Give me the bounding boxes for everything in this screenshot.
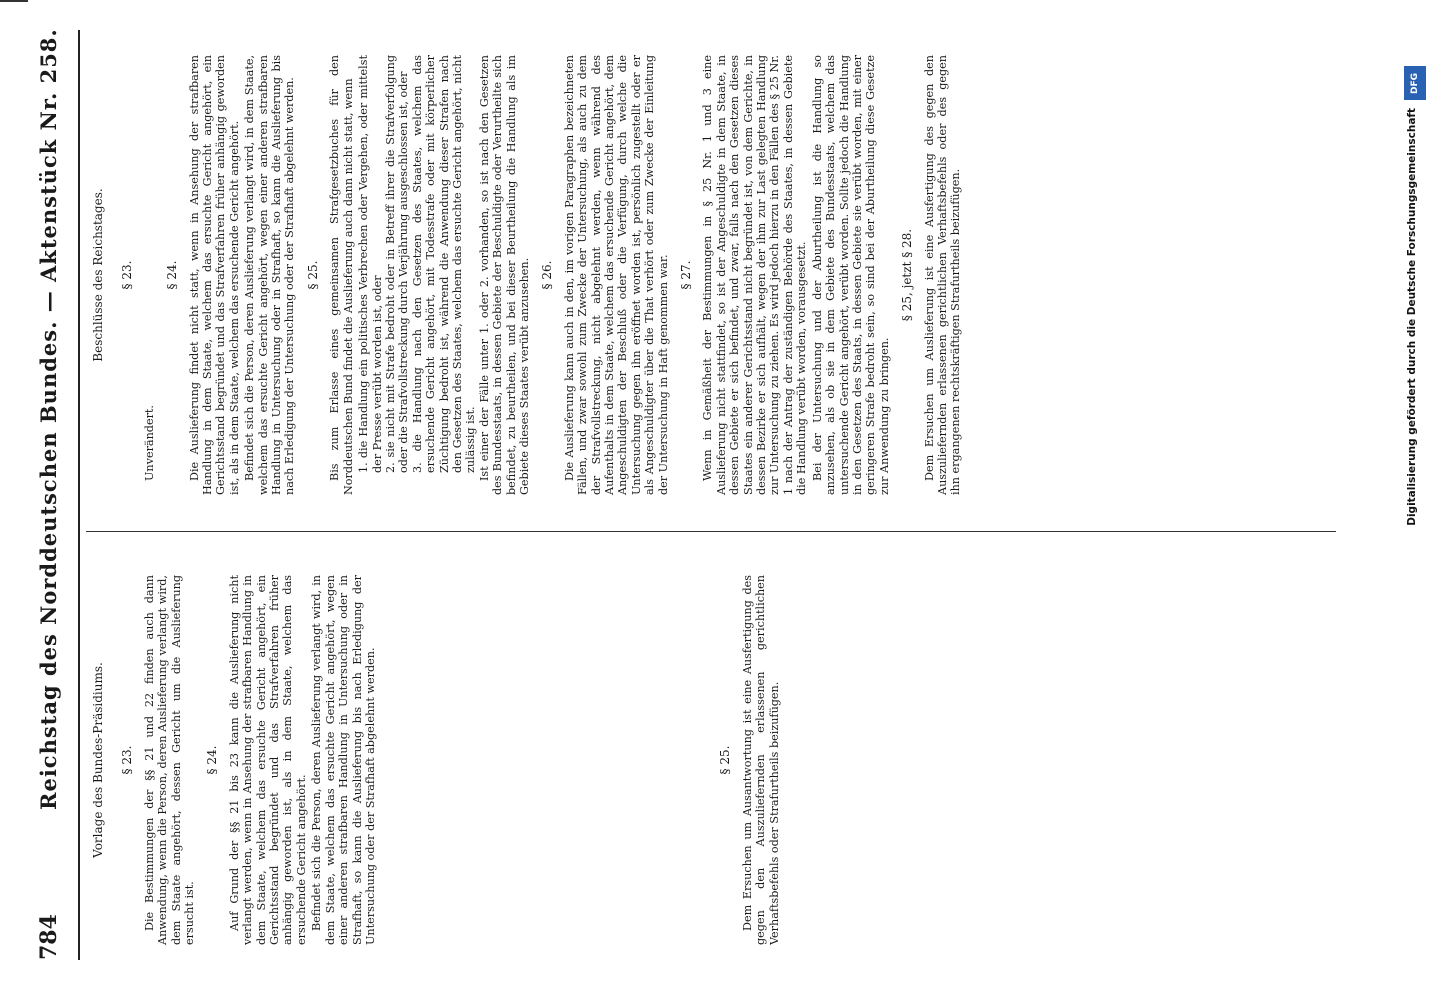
paragraph: Befindet sich die Person, deren Auslieferung verlangt wird, in dem Staate, welchem das ersuchte Gericht angehört, wegen einer anderen strafbaren Handlung in Untersuchung oder in Strafhaft, so kann die Auslieferung bis nach Erledigung der Untersuchung oder der Strafhaft abgelehnt werden. — [243, 55, 297, 495]
column-divider — [86, 531, 1336, 532]
enumeration — [357, 55, 478, 473]
left-column — [86, 575, 783, 945]
paragraph: Ist einer der Fälle unter 1. oder 2. vorhanden, so ist nach den Gesetzen des Bundesstaats, in dessen Gebiete der Beschuldigte oder Verurtheilte sich befindet, zu beurtheilen, und bei dieser Beurtheilung die Handlung als im Gebiete dieses Staates verübt anzusehen. — [477, 55, 531, 495]
paragraph: Dem Ersuchen um Ausantwortung ist eine Ausfertigung des gegen den Auszuliefernden erlassenen gerichtlichen Verhaftsbefehls oder Strafurtheils beizufügen. — [740, 575, 781, 945]
list-item: 1. die Handlung ein politisches Verbrechen oder Vergehen, oder mittelst der Presse verübt worden ist, oder — [357, 55, 384, 473]
list-item: 2. sie nicht mit Strafe bedroht oder in Betreff ihrer die Strafverfolgung oder die Strafvollstreckung durch Verjährung ausgeschlossen ist, oder — [383, 55, 411, 473]
section-title: § 25. — [718, 745, 733, 775]
section-title: § 24. — [205, 745, 220, 775]
left-column-heading: Vorlage des Bundes-Präsidiums. — [91, 662, 105, 858]
page-header — [28, 30, 76, 960]
section-title: § 25. — [305, 260, 320, 290]
section-title: § 25, jetzt § 28. — [900, 228, 915, 322]
running-title: Reichstag des Norddeutschen Bundes. — Aktenstück Nr. 258. — [36, 28, 61, 810]
right-column — [86, 55, 965, 495]
paragraph: Dem Ersuchen um Auslieferung ist eine Ausfertigung des gegen den Auszuliefernden erlassenen gerichtlichen Verhaftsbefehls oder des gegen ihn ergangenen rechtskräftigen Strafurtheils beizufügen. — [922, 55, 963, 495]
page-number: 784 — [36, 914, 62, 960]
paragraph: Unverändert. — [142, 405, 156, 481]
dfg-logo: DFG — [1404, 66, 1426, 100]
section-title: § 24. — [165, 260, 180, 290]
paragraph: Die Auslieferung kann auch in den, im vorigen Paragraphen bezeichneten Fällen, und zwar sowohl zum Zwecke der Untersuchung, als auch zu dem der Strafvollstreckung, nicht abgelehnt werden, wenn während des Aufenthalts in dem Staate, welchem das ersuchende Gericht angehört, dem Angeschuldigten der Beschluß oder die Verfügung, durch welche die Untersuchung gegen ihn eröffnet worden ist, persönlich zugestellt oder er als Angeschuldigter über die That verhört oder zum Zwecke der Einleitung der Untersuchung in Haft genommen war. — [562, 55, 670, 495]
paragraph: Die Bestimmungen der §§ 21 und 22 finden auch dann Anwendung, wenn die Person, deren Auslieferung verlangt wird, dem Staate angehört, dessen Gericht um die Auslieferung ersucht ist. — [142, 575, 197, 945]
paragraph: Bis zum Erlasse eines gemeinsamen Strafgesetzbuches für den Norddeutschen Bund findet die Auslieferung auch dann nicht statt, wenn — [328, 55, 355, 495]
section-title: § 26. — [540, 260, 555, 290]
header-rule — [78, 30, 80, 960]
section-title: § 23. — [120, 745, 135, 775]
paragraph: Bei der Untersuchung und der Aburtheilung ist die Handlung so anzusehen, als ob sie in dem Gebiete des Bundesstaats, welchem das untersuchende Gericht angehört, verübt worden. Sollte jedoch die Handlung in den Gesetzen des Staats, in dessen Gebiete sie verübt worden, mit einer geringeren Strafe bedroht sein, so sind bei der Aburtheilung diese Gesetze zur Anwendung zu bringen. — [810, 55, 891, 495]
funding-sidebar — [1400, 60, 1430, 960]
paragraph: Befindet sich die Person, deren Auslieferung verlangt wird, in dem Staate, welchem das ersuchte Gericht angehört, wegen einer anderen strafbaren Handlung in Untersuchung oder in Strafhaft, so kann die Auslieferung bis nach Erledigung der Untersuchung oder der Strafhaft abgelehnt werden. — [310, 575, 377, 945]
paragraph: Die Auslieferung findet nicht statt, wenn in Ansehung der strafbaren Handlung in dem Staate, welchem das ersuchte Gericht angehört, ein Gerichtsstand begründet und das Strafverfahren früher anhängig geworden ist, als in dem Staate, welchem das ersuchende Gericht angehört. — [187, 55, 241, 495]
section-title: § 27. — [679, 260, 694, 290]
list-item: 3. die Handlung nach den Gesetzen des Staates, welchem das ersuchende Gericht angehört, mit Todesstrafe oder mit körperlicher Züchtigung bedroht ist, während die Anwendung dieser Strafen nach den Gesetzen des Staates, welchem das ersuchte Gericht angehört, nicht zulässig ist. — [410, 55, 478, 473]
spacer — [379, 575, 709, 945]
paragraph: Wenn in Gemäßheit der Bestimmungen in § 25 Nr. 1 und 3 eine Auslieferung nicht stattfindet, so ist der Angeschuldigte in dem Staate, in dessen Gebiete er sich befindet, und zwar, falls nach den Gesetzen dieses Staates ein anderer Gerichtsstand nicht begründet ist, von dem Gerichte, in dessen Bezirke er sich aufhält, wegen der ihm zur Last gelegten Handlung zur Untersuchung zu ziehen. Es wird jedoch hierzu in den Fällen des § 25 Nr. 1 nach der Antrag der zuständigen Behörde des Staates, in dessen Gebiete die Handlung verübt worden, vorausgesetzt. — [701, 55, 809, 495]
paragraph: Auf Grund der §§ 21 bis 23 kann die Auslieferung nicht verlangt werden, wenn in Ansehung der strafbaren Handlung in dem Staate, welchem das ersuchte Gericht angehört, ein Gerichtsstand begründet und das Strafverfahren früher anhängig geworden ist, als in dem Staate, welchem das ersuchende Gericht angehört. — [227, 575, 308, 945]
section-title: § 23. — [120, 260, 135, 290]
funding-caption: Digitalisierung gefördert durch die Deutsche Forschungsgemeinschaft — [1406, 108, 1418, 526]
right-column-heading: Beschlüsse des Reichstages. — [91, 188, 105, 362]
